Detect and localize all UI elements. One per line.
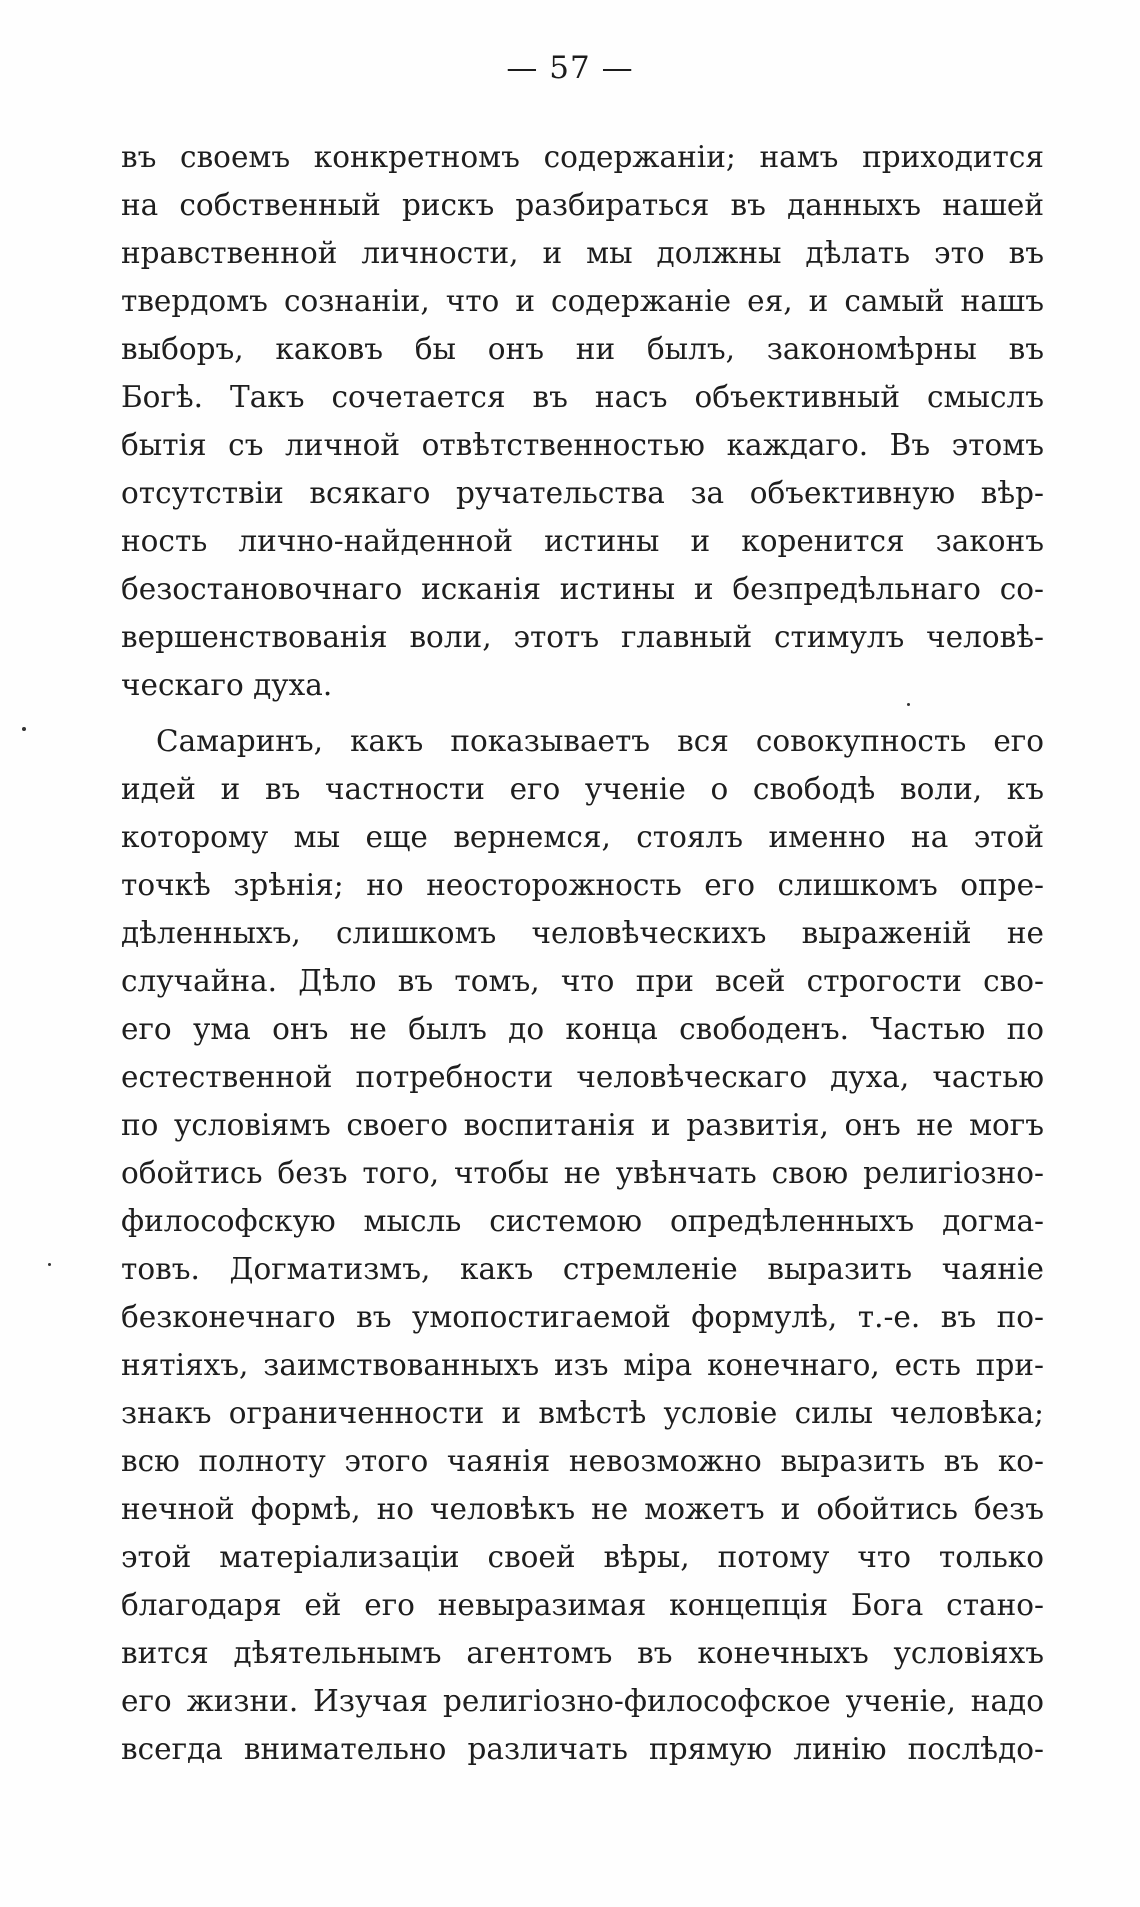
scan-speck <box>907 703 910 706</box>
text-line: по условiямъ своего воспитанiя и развитiя, онъ не могъ <box>121 1108 1044 1142</box>
text-line: ность лично-найденной истины и коренится законъ <box>121 524 1044 558</box>
body-text <box>121 133 1044 1773</box>
text-line: товъ. Догматизмъ, какъ стремленiе выразить чаянiе <box>121 1252 1044 1286</box>
text-line: Самаринъ, какъ показываетъ вся совокупность его <box>156 724 1044 758</box>
text-line: дѣленныхъ, слишкомъ человѣческихъ выраженiй не <box>121 916 1044 950</box>
paragraph-2 <box>121 717 1044 1773</box>
text-line: вится дѣятельнымъ агентомъ въ конечныхъ условiяхъ <box>121 1636 1044 1670</box>
text-line: безостановочнаго исканiя истины и безпредѣльнаго со- <box>121 572 1044 606</box>
text-line: его ума онъ не былъ до конца свободенъ. Частью по <box>121 1012 1044 1046</box>
text-line: естественной потребности человѣческаго духа, частью <box>121 1060 1044 1094</box>
paragraph-1 <box>121 133 1044 709</box>
scan-speck <box>48 1263 51 1266</box>
text-line: обойтись безъ того, чтобы не увѣнчать свою религiозно- <box>121 1156 1044 1190</box>
text-line: знакъ ограниченности и вмѣстѣ условiе силы человѣка; <box>121 1396 1044 1430</box>
text-line: въ своемъ конкретномъ содержанiи; намъ приходится <box>121 140 1044 174</box>
text-line: его жизни. Изучая религiозно-философское ученiе, надо <box>121 1684 1044 1718</box>
text-line: философскую мысль системою опредѣленныхъ догма- <box>121 1204 1044 1238</box>
page-number: — 57 — <box>506 50 634 86</box>
text-line: безконечнаго въ умопостигаемой формулѣ, т.-е. въ по- <box>121 1300 1044 1334</box>
text-line: Богѣ. Такъ сочетается въ насъ объективный смыслъ <box>121 380 1044 414</box>
text-line: всю полноту этого чаянiя невозможно выразить въ ко- <box>121 1444 1044 1478</box>
text-line: нятiяхъ, заимствованныхъ изъ мiра конечнаго, есть при- <box>121 1348 1044 1382</box>
text-line: ческаго духа. <box>121 668 333 702</box>
text-line: бытiя съ личной отвѣтственностью каждаго. Въ этомъ <box>121 428 1044 462</box>
text-line: случайна. Дѣло въ томъ, что при всей строгости сво- <box>121 964 1044 998</box>
text-line: идей и въ частности его ученiе о свободѣ воли, къ <box>121 772 1044 806</box>
text-line: вершенствованiя воли, этотъ главный стимулъ человѣ- <box>121 620 1044 654</box>
scan-speck <box>22 727 26 731</box>
text-line: всегда внимательно различать прямую линiю послѣдо- <box>121 1732 1044 1766</box>
text-line: которому мы еще вернемся, стоялъ именно на этой <box>121 820 1044 854</box>
text-line: благодаря ей его невыразимая концепцiя Бога стано- <box>121 1588 1044 1622</box>
text-line: этой матерiализацiи своей вѣры, потому что только <box>121 1540 1044 1574</box>
text-line: выборъ, каковъ бы онъ ни былъ, закономѣрны въ <box>121 332 1044 366</box>
text-line: отсутствiи всякаго ручательства за объективную вѣр- <box>121 476 1044 510</box>
text-line: твердомъ сознанiи, что и содержанiе ея, и самый нашъ <box>121 284 1044 318</box>
text-line: нечной формѣ, но человѣкъ не можетъ и обойтись безъ <box>121 1492 1044 1526</box>
text-line: точкѣ зрѣнiя; но неосторожность его слишкомъ опре- <box>121 868 1044 902</box>
text-line: на собственный рискъ разбираться въ данныхъ нашей <box>121 188 1044 222</box>
text-line: нравственной личности, и мы должны дѣлать это въ <box>121 236 1044 270</box>
